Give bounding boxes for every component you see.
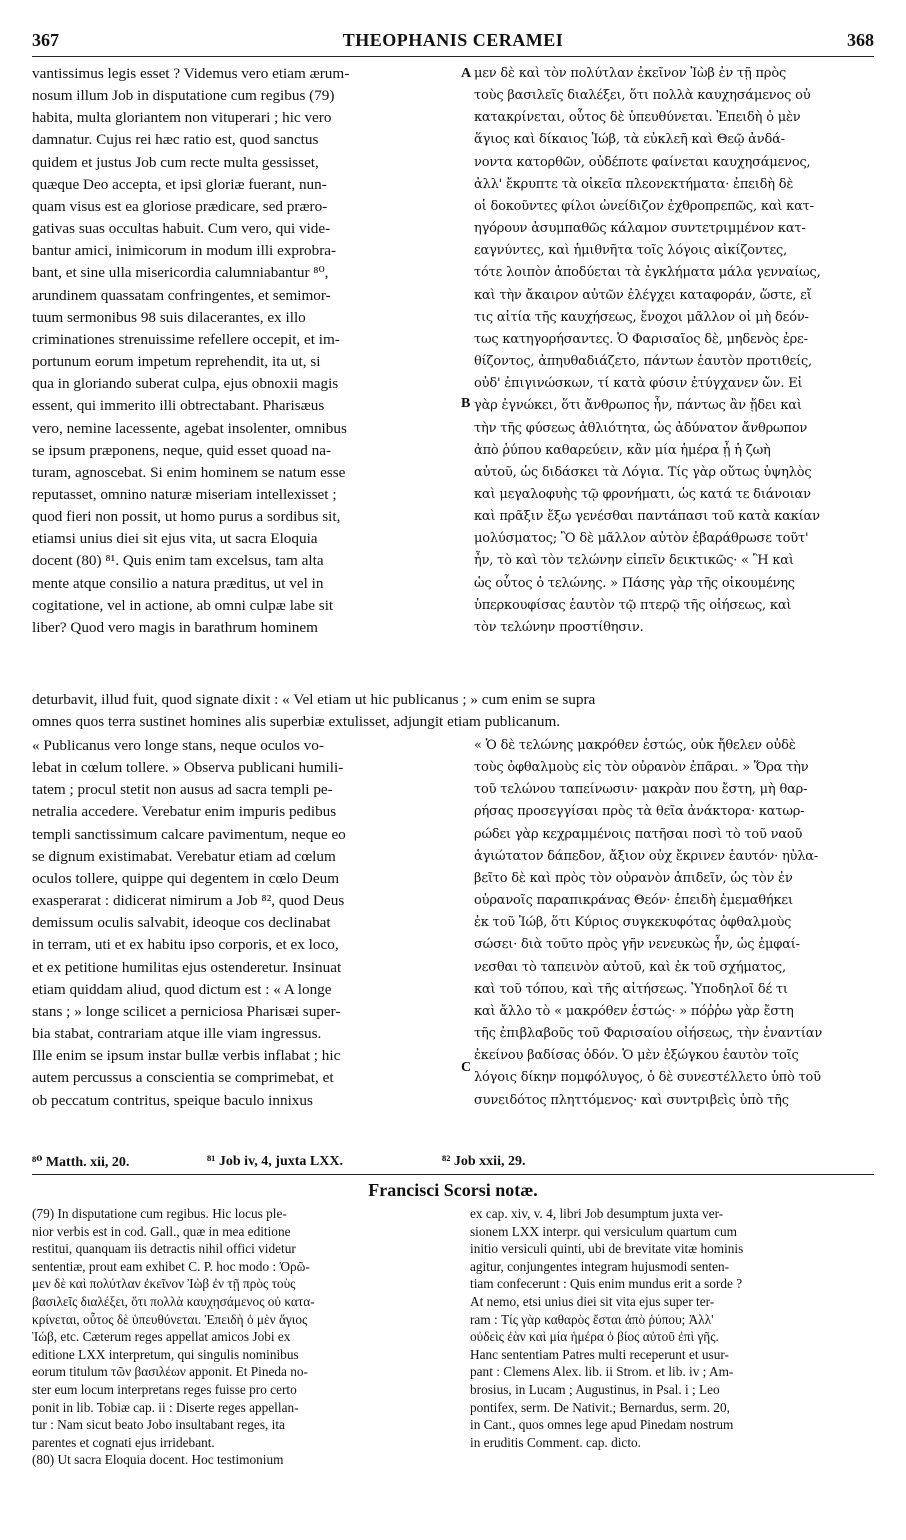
text-line: θίζοντος, ἀπηυθαδιάζετο, πάντων ἑαυτὸν προτιθείς, xyxy=(474,354,812,370)
text-line: ex cap. xiv, v. 4, libri Job desumptum juxta ver- xyxy=(470,1206,724,1221)
text-line: vantissimus legis esset ? Videmus vero etiam ærum- xyxy=(32,65,350,82)
text-line: pontifex, serm. De Nativit.; Bernardus, serm. 20, xyxy=(470,1399,730,1415)
text-line: καὶ πρᾶξιν ἔξω γενέσθαι παντάπασι τοῦ κατὰ κακίαν xyxy=(474,509,820,525)
text-line: αὐτοῦ, ὡς διδάσκει τὰ Λόγια. Τίς γὰρ οὕτως ὑψηλὸς xyxy=(474,464,812,480)
text-line: parentes et cognati ejus irridebant. xyxy=(32,1434,215,1450)
latin-column-lower xyxy=(32,735,458,1112)
text-line: καὶ τὴν ἄκαιρον αὐτῶν ἐλέγχει καταφοράν, ὥστε, εἴ xyxy=(474,287,812,303)
text-line: μολύσματος; Ὃ δὲ μᾶλλον αὐτὸν ἐβαράθρωσε τοῦτ' xyxy=(474,531,809,547)
text-line: ἀπὸ ῥύπου καθαρεύειν, κἂν μία ἡμέρα ᾖ ἡ ζωὴ xyxy=(474,442,771,458)
text-line: tatem ; procul stetit non ausus ad sacra templi pe- xyxy=(32,781,333,799)
text-line: cogitatione, vel in actione, ab omni culpæ labe sit xyxy=(32,596,334,614)
footnotes xyxy=(32,1154,874,1175)
text-line: brosius, in Lucam ; Augustinus, in Psal. i ; Leo xyxy=(470,1381,720,1397)
text-line: quidem et justus Job cum recte multa gessisset, xyxy=(32,153,319,171)
text-line: se ipsum præponens, neque, quid esset quoad na- xyxy=(32,441,332,459)
text-line: bantur amici, inimicorum in modum illi exprobra- xyxy=(32,242,337,260)
text-line: ram : Τίς γὰρ καθαρὸς ἔσται ἀπὸ ῥύπου; Ἀλλ' xyxy=(470,1311,714,1327)
text-line: demissum oculis salvabit, ideoque cos declinabat xyxy=(32,914,331,932)
text-line: pant : Clemens Alex. lib. ii Strom. et lib. iv ; Am- xyxy=(470,1364,734,1380)
text-line: liber? Quod vero magis in barathrum hominem xyxy=(32,618,318,636)
text-line: se dignum existimabat. Verebatur etiam ad cœlum xyxy=(32,847,336,865)
text-line: qua in gloriando suberat culpa, ejus obnoxii magis xyxy=(32,375,339,393)
text-line: ob peccatum contritus, speique baculo innixus xyxy=(32,1091,313,1109)
text-line: habita, multa gloriantem non vituperari ; hic vero xyxy=(32,109,332,127)
text-line: τοὺς βασιλεῖς διαλέξει, ὅτι πολλὰ καυχησάμενος οὐ xyxy=(474,88,811,104)
text-line: ἁγιώτατον δάπεδον, ἄξιον οὐχ ἔκρινεν ἑαυτόν· ηὐλα- xyxy=(474,848,819,864)
text-line: templi sanctissimum calcare pavimentum, neque eo xyxy=(32,825,346,843)
text-line: lebat in cœlum tollere. » Observa publicani humili- xyxy=(32,759,344,777)
margin-marker-a: A xyxy=(461,66,472,81)
text-line: ἐκ τοῦ Ἰώβ, ὅτι Κύριος συγκεκυφότας ὀφθαλμοὺς xyxy=(474,915,792,931)
text-line: σώσει· διὰ τοῦτο πρὸς γῆν νενευκὼς ἦν, ὡς ἐμφαί- xyxy=(474,937,800,953)
text-line: nior verbis est in cod. Gall., quæ in mea editione xyxy=(32,1223,291,1239)
text-line: tiam confecerunt : Quis enim mundus erit a sorde ? xyxy=(470,1276,743,1292)
text-line: sionem LXX interpr. qui versiculum quartum cum xyxy=(470,1223,737,1239)
text-line: deturbavit, illud fuit, quod signate dixit : « Vel etiam ut hic publicanus ; » cum enim se supra xyxy=(32,691,596,708)
footnote-80: ⁸⁰ Matth. xii, 20. xyxy=(32,1155,130,1170)
text-line: ηγόρουν ἀσυμπαθῶς κάλαμον συντετριμμένον κατ- xyxy=(474,221,806,237)
text-line: restitui, quanquam iis detractis nihil offici videtur xyxy=(32,1241,296,1257)
greek-column-top xyxy=(474,63,900,639)
text-line: initio versiculi quinti, ubi de brevitate vitæ hominis xyxy=(470,1241,744,1257)
text-line: (79) In disputatione cum regibus. Hic locus ple- xyxy=(32,1206,287,1221)
text-line: eorum titulum τῶν βασιλέων apponit. Et Pineda no- xyxy=(32,1364,308,1380)
running-header xyxy=(32,30,874,57)
text-line: βεῖτο δὲ καὶ πρὸς τὸν οὐρανὸν ἀπιδεῖν, ὡς τὸν ἐν xyxy=(474,870,793,886)
text-line: in Cant., quos omnes lege apud Pinedam nostrum xyxy=(470,1417,734,1433)
text-line: bia stabat, contrariam atque ille viam ingressus. xyxy=(32,1025,322,1043)
text-line: gativas suas occultas habuit. Cum vero, qui vide- xyxy=(32,220,331,238)
text-line: « Publicanus vero longe stans, neque oculos vo- xyxy=(32,737,324,754)
margin-marker-b: B xyxy=(461,396,471,411)
text-line: arundinem quassatam confringentes, et semimor- xyxy=(32,286,331,304)
text-line: τῆς ἐπιβλαβοῦς τοῦ Φαρισαίου οἰήσεως, τὴν ἐναντίαν xyxy=(474,1026,823,1042)
text-line: ρώδει γὰρ κεχραμμένοις πατῆσαι ποσὶ τὸ τοῦ ναοῦ xyxy=(474,826,803,842)
text-line: οὐρανοῖς παραπικράνας Θεόν· ἐπειδὴ ἐμεμαθήκει xyxy=(474,893,793,909)
text-line: ἦν, τὸ καὶ τὸν τελώνην εἰπεῖν δεικτικῶς· « Ἢ καὶ xyxy=(474,553,794,569)
text-line: in terram, uti et ex habitu ipso corporis, et ex loco, xyxy=(32,936,339,954)
text-line: oculos tollere, quippe qui degentem in cœlo Deum xyxy=(32,869,340,887)
text-line: οἱ δοκοῦντες φίλοι ὠνείδιζον ἐχθροπρεπῶς, καὶ κατ- xyxy=(474,198,814,214)
text-line: τοῦ τελώνου ταπείνωσιν· μακρὰν που ἔστη, μὴ θαρ- xyxy=(474,782,808,798)
text-line: essent, qui immerito illi obtrectabant. Pharisæus xyxy=(32,397,325,415)
text-line: τοὺς ὀφθαλμοὺς εἰς τὸν οὐρανὸν ἐπᾶραι. » Ὅρα τὴν xyxy=(474,760,809,776)
text-line: οὐδ' ἐπιγινώσκων, τί κατὰ φύσιν ἐτύγχανεν ὤν. Εἰ xyxy=(474,376,803,392)
text-line: μεν δὲ καὶ πολύτλαν ἐκεῖνον Ἰὼβ ἐν τῇ πρὸς τοὺς xyxy=(32,1276,296,1292)
text-line: μεν δὲ καὶ τὸν πολύτλαν ἐκεῖνον Ἰὼβ ἐν τῇ πρὸς xyxy=(474,66,787,81)
text-line: οὐδεὶς ἐὰν καὶ μία ἡμέρα ὁ βίος αὐτοῦ ἐπὶ γῆς. xyxy=(470,1329,719,1345)
text-line: tur : Nam sicut beato Jobo insultabant reges, ita xyxy=(32,1417,285,1433)
text-line: Hanc sententiam Patres multi receperunt et usur- xyxy=(470,1346,729,1362)
text-line: stans ; » longe scilicet a perniciosa Pharisæi super- xyxy=(32,1002,341,1020)
text-line: τις αἰτία τῆς καυχήσεως, ἔνοχοι μᾶλλον οἱ μὴ δεόν- xyxy=(474,309,809,325)
text-line: editione LXX interpretum, qui singulis nominibus xyxy=(32,1346,299,1362)
text-line: ἐκείνου βαδίσας ὁδόν. Ὁ μὲν ἐξώγκου ἑαυτὸν τοῖς xyxy=(474,1048,799,1064)
text-line: νεσθαι τὸ ταπεινὸν αὐτοῦ, καὶ ἐκ τοῦ σχήματος, xyxy=(474,959,786,975)
text-line: quæque Deo accepta, et ipsi gloriæ fuerant, nun- xyxy=(32,175,327,193)
text-line: τότε λοιπὸν ἀποδύεται τὰ ἐγκλήματα μάλα γενναίως, xyxy=(474,265,821,281)
text-line: criminationes strenuissime refellere occepit, et im- xyxy=(32,330,340,348)
text-line: γὰρ ἐγνώκει, ὅτι ἄνθρωπος ἦν, πάντως ἂν ᾔδει καὶ xyxy=(474,398,802,414)
text-line: ἅγιος καὶ δίκαιος Ἰώβ, τὰ εὐκλεῆ καὶ Θεῷ ἀνδά- xyxy=(474,132,785,148)
text-line: καὶ ἄλλο τὸ « μακρόθεν ἑστώς· » πόῤῥω γὰρ ἔστη xyxy=(474,1003,794,1019)
text-line: damnatur. Cujus rei hæc ratio est, quod sanctus xyxy=(32,131,319,149)
text-line: ρήσας προσεγγίσαι πρὸς τὰ θεῖα ἀνάκτορα· κατωρ- xyxy=(474,804,805,820)
text-line: nosum illum Job in disputatione cum regibus (79) xyxy=(32,87,335,105)
text-line: τὴν τῆς φύσεως ἀθλιότητα, ὡς ἀδύνατον ἄνθρωπον xyxy=(474,420,808,436)
text-line: in eruditis Comment. cap. dicto. xyxy=(470,1434,641,1450)
text-line: λόγοις δίκην πομφόλυγος, ὁ δὲ συνεστέλλετο ὑπὸ τοῦ xyxy=(474,1070,821,1086)
text-line: βασιλεῖς διαλέξει, ὅτι πολλὰ καυχησάμενος οὐ κατα- xyxy=(32,1293,315,1309)
text-line: νοντα κατορθῶν, οὐδέποτε φαίνεται καυχησάμενος, xyxy=(474,154,811,170)
margin-marker-c: C xyxy=(461,1060,472,1075)
text-line: et ex petitione humilitas ejus ostenderetur. Insinuat xyxy=(32,958,342,976)
text-line: autem percussus a conscientia se comprimebat, et xyxy=(32,1069,334,1087)
greek-column-lower xyxy=(474,735,900,1112)
text-line: συνειδότος πληττόμενος· καὶ συντριβεὶς ὑπὸ τῆς xyxy=(474,1092,789,1108)
text-line: vero, nemine lacessente, agebat insolenter, omnibus xyxy=(32,419,347,437)
running-title: THEOPHANIS CERAMEI xyxy=(342,30,564,50)
text-line: agitur, conjungentes integram hujusmodi senten- xyxy=(470,1258,730,1274)
text-line: κρίνεται, οὗτος δὲ ὑπευθύνεται. Ἐπειδὴ ὁ μὲν ἅγιος xyxy=(32,1311,308,1327)
text-line: bant, et sine ulla misericordia calumniabantur ⁸⁰, xyxy=(32,264,329,282)
text-line: Ille enim se ipsum instar bullæ verbis inflabat ; hic xyxy=(32,1047,341,1065)
text-line: sententiæ, prout eam exhibet C. P. hoc modo : Ὁρῶ- xyxy=(32,1258,310,1274)
text-line: καὶ μεγαλοφυὴς τῷ φρονήματι, ὡς κατά τε διάνοιαν xyxy=(474,486,811,502)
page-number-right: 368 xyxy=(847,30,874,50)
text-line: ster eum locum interpretans reges fuisse pro certo xyxy=(32,1381,297,1397)
text-line: netralia accedere. Verebatur enim impuris pedibus xyxy=(32,803,337,821)
page-number-left: 367 xyxy=(32,30,59,50)
text-line: τως κατηγορήσαντες. Ὁ Φαρισαῖος δὲ, μηδενὸς ἐρε- xyxy=(474,331,808,347)
notes-title: Francisci Scorsi notæ. xyxy=(368,1180,538,1200)
text-line: At nemo, etsi unius diei sit vita ejus super ter- xyxy=(470,1293,715,1309)
notes-left-column xyxy=(32,1205,458,1469)
text-line: omnes quos terra sustinet homines alis superbiæ extulisset, adjungit etiam publicanum. xyxy=(32,713,561,730)
text-line: καὶ τοῦ τόπου, καὶ τῆς αἰτήσεως. Ὑποδηλοῖ δέ τι xyxy=(474,981,788,997)
full-width-latin-bridge xyxy=(32,689,874,735)
text-line: κατακρίνεται, οὗτος δὲ ὑπευθύνεται. Ἐπειδὴ ὁ μὲν xyxy=(474,110,801,126)
text-line: turam, agnoscebat. Si enim hominem se natum esse xyxy=(32,463,346,481)
text-line: ἀλλ' ἔκρυπτε τὰ οἰκεῖα πλεονεκτήματα· ἐπειδὴ δὲ xyxy=(474,176,794,192)
text-line: tuum sermonibus 98 suis dilacerantes, ex illo xyxy=(32,308,306,326)
text-line: exasperarat : didicerat nimirum a Job ⁸², quod Deus xyxy=(32,892,345,910)
text-line: εαγνύντες, καὶ ἡμιθνῆτα τοῖς λόγοις αἰκίζοντες, xyxy=(474,243,788,259)
text-line: docent (80) ⁸¹. Quis enim tam excelsus, tam alta xyxy=(32,552,324,570)
text-line: etiamsi unius diei sit ejus vita, ut sacra Eloquia xyxy=(32,530,318,548)
notes-right-column xyxy=(470,1205,880,1451)
footnote-82: ⁸² Job xxii, 29. xyxy=(442,1154,526,1169)
text-line: ὑπερκουφίσας ἑαυτὸν τῷ πτερῷ τῆς οἰήσεως, καὶ xyxy=(474,597,792,613)
text-line: (80) Ut sacra Eloquia docent. Hoc testimonium xyxy=(32,1452,284,1468)
text-line: « Ὁ δὲ τελώνης μακρόθεν ἑστώς, οὐκ ἤθελεν οὐδὲ xyxy=(474,738,796,753)
text-line: reputasset, omnino naturæ miseriam intellexisset ; xyxy=(32,485,337,503)
footnote-81: ⁸¹ Job iv, 4, juxta LXX. xyxy=(207,1154,343,1169)
text-line: τὸν τελώνην προστίθησιν. xyxy=(474,619,644,635)
text-line: Ἰώβ, etc. Cæterum reges appellat amicos Jobi ex xyxy=(32,1329,291,1345)
text-line: mente atque consilio a natura præditus, ut vel in xyxy=(32,574,324,592)
latin-column-top xyxy=(32,63,458,661)
text-line: ponit in lib. Tobiæ cap. ii : Diserte reges appellan- xyxy=(32,1399,299,1415)
text-line: portunum eorum impetum reprehendit, ita ut, si xyxy=(32,353,321,371)
text-line: quod fieri non possit, ut homo purus a sordibus sit, xyxy=(32,508,341,526)
text-line: etiam quiddam aliud, quod dictum est : « A longe xyxy=(32,980,332,998)
text-line: ὡς οὗτος ὁ τελώνης. » Πάσης γὰρ τῆς οἰκουμένης xyxy=(474,575,795,591)
text-line: quam visus est ea gloriose prædicare, sed præro- xyxy=(32,197,328,215)
